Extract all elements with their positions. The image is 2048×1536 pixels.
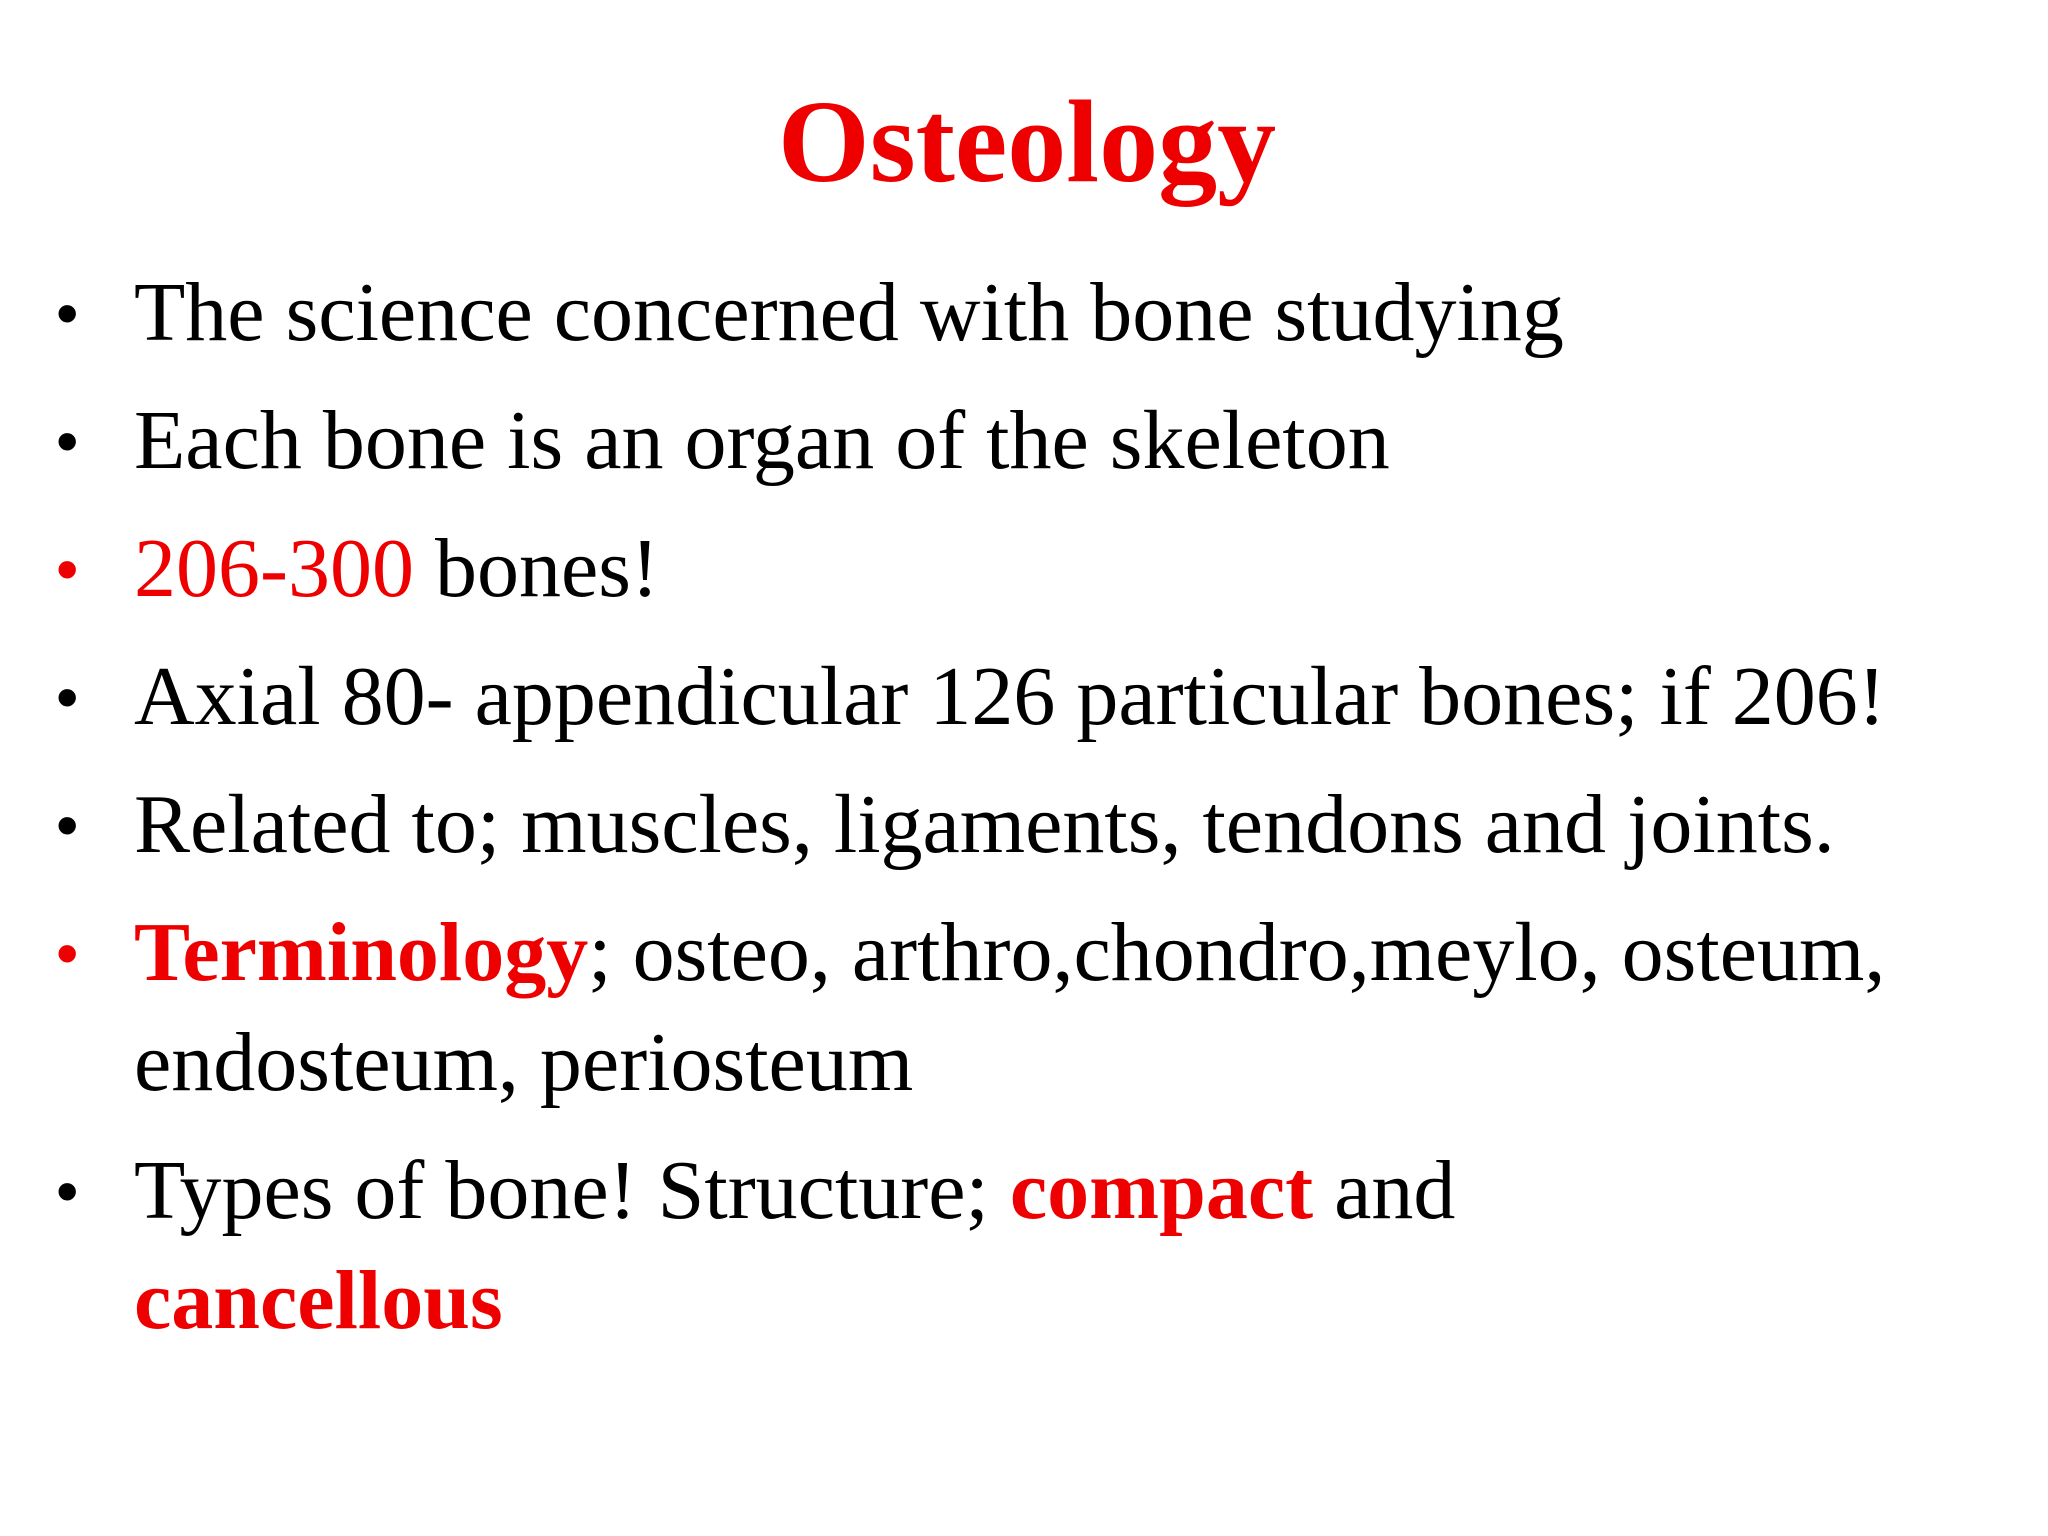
bullet-dot: •: [56, 405, 79, 477]
bullet-dot: •: [56, 1155, 79, 1227]
bullet-text: Each bone is an organ of the skeleton: [134, 394, 1390, 487]
bullet-highlight: 206-300: [134, 522, 414, 615]
bullet-item: [56, 770, 1956, 880]
bullet-dot: •: [56, 917, 79, 989]
bullet-item: [56, 514, 1956, 624]
bullet-dot: •: [56, 533, 79, 605]
bullet-text-wrap: [134, 898, 1954, 1118]
bullet-text-wrap: [134, 1136, 1954, 1356]
bullet-text-wrap: [134, 514, 1954, 624]
bullet-text: The science concerned with bone studying: [134, 266, 1564, 359]
bullet-text: and: [1313, 1144, 1456, 1237]
bullet-dot: •: [56, 277, 79, 349]
bullet-item: [56, 258, 1956, 368]
bullet-text: Types of bone! Structure;: [134, 1144, 1010, 1237]
bullet-text: Related to; muscles, ligaments, tendons and joints.: [134, 778, 1835, 871]
slide-title: Osteology: [777, 76, 1277, 207]
bullet-text: ; osteo, arthro,chondro,meylo, osteum, endosteum, periosteum: [134, 906, 1886, 1109]
bullet-item: [56, 1136, 1956, 1356]
bullet-dot: •: [56, 661, 79, 733]
bullet-item: [56, 642, 1956, 752]
bullet-list: [56, 258, 1956, 1374]
bullet-highlight: Terminology: [134, 906, 589, 999]
bullet-dot: •: [56, 789, 79, 861]
bullet-highlight-cancellous: cancellous: [134, 1254, 503, 1347]
bullet-item: [56, 898, 1956, 1118]
bullet-text: Axial 80- appendicular 126 particular bones; if 206!: [134, 650, 1886, 743]
bullet-text: bones!: [413, 522, 659, 615]
bullet-item: [56, 386, 1956, 496]
bullet-highlight-compact: compact: [1009, 1144, 1314, 1237]
